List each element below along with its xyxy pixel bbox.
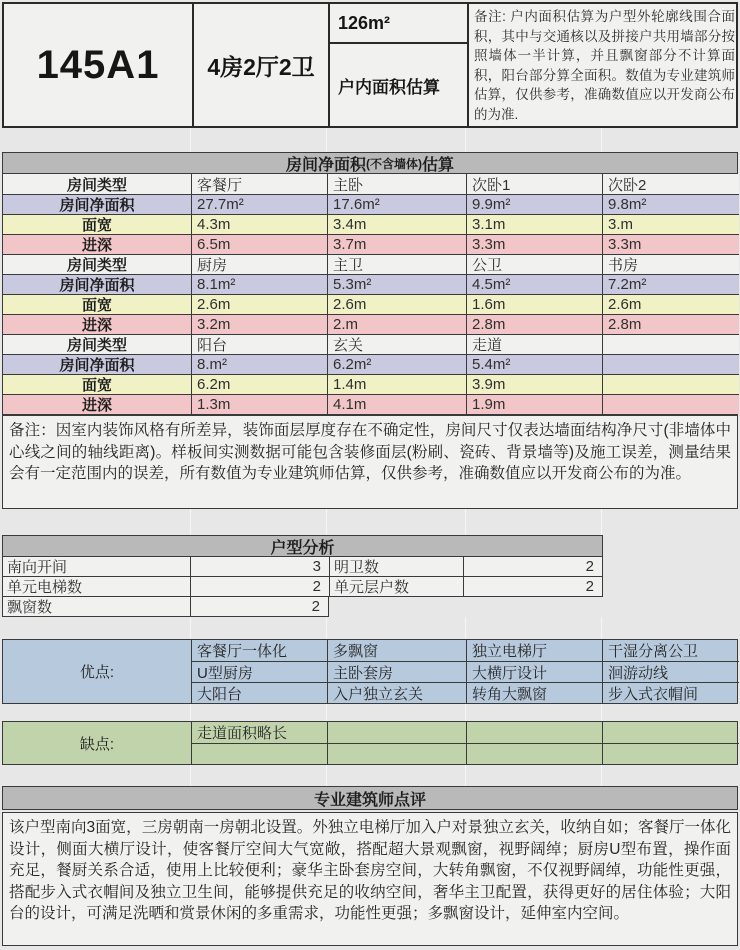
analysis-label: 南向开间 <box>2 557 190 577</box>
room-value: 5.4m² <box>466 354 602 374</box>
room-value <box>602 334 739 354</box>
row-label-depth: 进深 <box>3 314 191 334</box>
spacer <box>2 128 738 152</box>
room-value <box>602 354 739 374</box>
measurement-note: 备注：因室内装饰风格有所差异，装饰面层厚度存在不确定性，房间尺寸仅表达墙面结构净尺寸(非墙体中心线之间的轴线距离)。样板间实测数据可能包含装修面层(粉刷、瓷砖、背景墙等)及施工误差，测量结果会有一定范围内的误差，所有数值为专业建筑师估算，仅供参考，准确数值应以开发商公布的为准。 <box>2 415 738 509</box>
review-text: 该户型南向3面宽，三房朝南一房朝北设置。外独立电梯厅加入户对景独立玄关，收纳自如；客餐厅一体化设计，侧面大横厅设计，使客餐厅空间大气宽敞，搭配超大景观飘窗，视野阔绰；厨房U型布置，操作面充足，餐厨关系合适，使用上比较便利；豪华主卧套房空间，大转角飘窗，不仅视野阔绰，功能性更强，搭配步入式衣帽间及独立卫生间，能够提供充足的收纳空间，奢华主卫配置，获得更好的居住体验；大阳台的设计，可满足洗晒和赏景休闲的多重需求，功能性更强；多飘窗设计，延伸室内空间。 <box>2 812 738 946</box>
row-label-width: 面宽 <box>3 374 191 394</box>
room-value: 次卧2 <box>602 174 739 194</box>
room-value: 4.5m² <box>466 274 602 294</box>
room-value: 3.2m <box>191 314 327 334</box>
room-value: 次卧1 <box>466 174 602 194</box>
pros-item: 洄游动线 <box>602 661 739 682</box>
room-value: 3.3m <box>466 234 602 254</box>
room-value: 2.6m <box>191 294 327 314</box>
room-value: 3.m <box>602 214 739 234</box>
room-value: 阳台 <box>191 334 327 354</box>
cons-item <box>327 743 466 764</box>
room-value: 5.3m² <box>327 274 466 294</box>
pros-label: 优点: <box>79 664 115 681</box>
pros-item: 多飘窗 <box>327 640 466 661</box>
room-value: 书房 <box>602 254 739 274</box>
unit-layout: 4房2厅2卫 <box>192 4 328 126</box>
room-value <box>602 394 739 414</box>
empty-cell <box>463 597 603 617</box>
analysis-label: 单元电梯数 <box>2 577 190 597</box>
cons-label: 缺点: <box>79 735 115 753</box>
room-value: 2.m <box>327 314 466 334</box>
row-label-depth: 进深 <box>3 234 191 254</box>
cons-item: 走道面积略长 <box>191 722 327 743</box>
pros-item: 干湿分离公卫 <box>602 640 739 661</box>
room-table-title-suffix: 估算 <box>422 156 455 174</box>
row-label-width: 面宽 <box>3 214 191 234</box>
room-value: 2.8m <box>466 314 602 334</box>
pros-item: U型厨房 <box>191 661 327 682</box>
room-value: 8.1m² <box>191 274 327 294</box>
analysis-value: 3 <box>190 557 329 577</box>
unit-area-label: 户内面积估算 <box>338 77 440 97</box>
cons-item <box>191 743 327 764</box>
room-value: 6.2m² <box>327 354 466 374</box>
unit-id: 145A1 <box>36 42 160 87</box>
analysis-value: 2 <box>190 597 329 617</box>
spacer <box>2 617 738 639</box>
row-label-area: 房间净面积 <box>3 274 191 294</box>
row-label-depth: 进深 <box>3 394 191 414</box>
pros-item: 步入式衣帽间 <box>602 682 739 703</box>
pros-item: 独立电梯厅 <box>466 640 602 661</box>
review-title: 专业建筑师点评 <box>2 786 738 810</box>
analysis-label: 明卫数 <box>329 557 463 577</box>
unit-area-value: 126m² <box>330 4 467 44</box>
empty-cell <box>329 597 463 617</box>
cons-item <box>602 722 739 743</box>
analysis-label: 单元层户数 <box>329 577 463 597</box>
spacer <box>2 509 738 535</box>
pros-item: 主卧套房 <box>327 661 466 682</box>
unit-header-note: 备注: 户内面积估算为户型外轮廓线围合面积，其中与交通核以及拼接户共用墙部分按照墙体一半计算，并且飘窗部分不计算面积，阳台部分算全面积。数值为专业建筑师估算，仅供参考，准确数值应以开发商公布的为准. <box>467 4 740 126</box>
row-label-width: 面宽 <box>3 294 191 314</box>
cons-block <box>2 721 738 765</box>
room-value: 17.6m² <box>327 194 466 214</box>
cons-item <box>466 722 602 743</box>
room-value: 走道 <box>466 334 602 354</box>
row-label-area: 房间净面积 <box>3 194 191 214</box>
spacer <box>2 704 738 721</box>
room-value: 2.6m <box>327 294 466 314</box>
analysis-table <box>2 557 603 617</box>
unit-area-cell <box>328 4 467 126</box>
room-value: 1.6m <box>466 294 602 314</box>
unit-header-table <box>2 2 738 128</box>
pros-item: 大横厅设计 <box>466 661 602 682</box>
room-value: 1.3m <box>191 394 327 414</box>
row-label-type: 房间类型 <box>3 174 191 194</box>
spacer <box>2 765 738 786</box>
room-table-title <box>2 152 738 174</box>
cons-item <box>466 743 602 764</box>
room-value: 6.2m <box>191 374 327 394</box>
room-value: 1.9m <box>466 394 602 414</box>
pros-block <box>2 639 738 704</box>
analysis-title: 户型分析 <box>2 535 603 557</box>
room-value: 3.3m <box>602 234 739 254</box>
analysis-value: 2 <box>190 577 329 597</box>
room-value: 主卧 <box>327 174 466 194</box>
room-value: 9.8m² <box>602 194 739 214</box>
cons-item <box>327 722 466 743</box>
room-value: 3.9m <box>466 374 602 394</box>
room-value: 4.3m <box>191 214 327 234</box>
room-value: 玄关 <box>327 334 466 354</box>
room-value: 4.1m <box>327 394 466 414</box>
room-value: 8.m² <box>191 354 327 374</box>
pros-item: 大阳台 <box>191 682 327 703</box>
row-label-area: 房间净面积 <box>3 354 191 374</box>
room-value: 7.2m² <box>602 274 739 294</box>
pros-item: 客餐厅一体化 <box>191 640 327 661</box>
room-value: 公卫 <box>466 254 602 274</box>
room-value: 2.6m <box>602 294 739 314</box>
room-table-title-small: (不含墙体) <box>366 156 422 171</box>
room-table-title-main: 房间净面积 <box>285 156 366 174</box>
cons-item <box>602 743 739 764</box>
room-value: 2.8m <box>602 314 739 334</box>
room-value: 9.9m² <box>466 194 602 214</box>
pros-item: 转角大飘窗 <box>466 682 602 703</box>
analysis-value: 2 <box>463 577 603 597</box>
room-value: 3.1m <box>466 214 602 234</box>
analysis-value: 2 <box>463 557 603 577</box>
room-value: 主卫 <box>327 254 466 274</box>
room-value: 1.4m <box>327 374 466 394</box>
row-label-type: 房间类型 <box>3 254 191 274</box>
room-area-table <box>2 174 738 415</box>
room-value: 客餐厅 <box>191 174 327 194</box>
room-value: 3.4m <box>327 214 466 234</box>
room-value: 27.7m² <box>191 194 327 214</box>
room-value: 6.5m <box>191 234 327 254</box>
room-value <box>602 374 739 394</box>
row-label-type: 房间类型 <box>3 334 191 354</box>
room-value: 厨房 <box>191 254 327 274</box>
pros-item: 入户独立玄关 <box>327 682 466 703</box>
room-value: 3.7m <box>327 234 466 254</box>
analysis-label: 飘窗数 <box>2 597 190 617</box>
